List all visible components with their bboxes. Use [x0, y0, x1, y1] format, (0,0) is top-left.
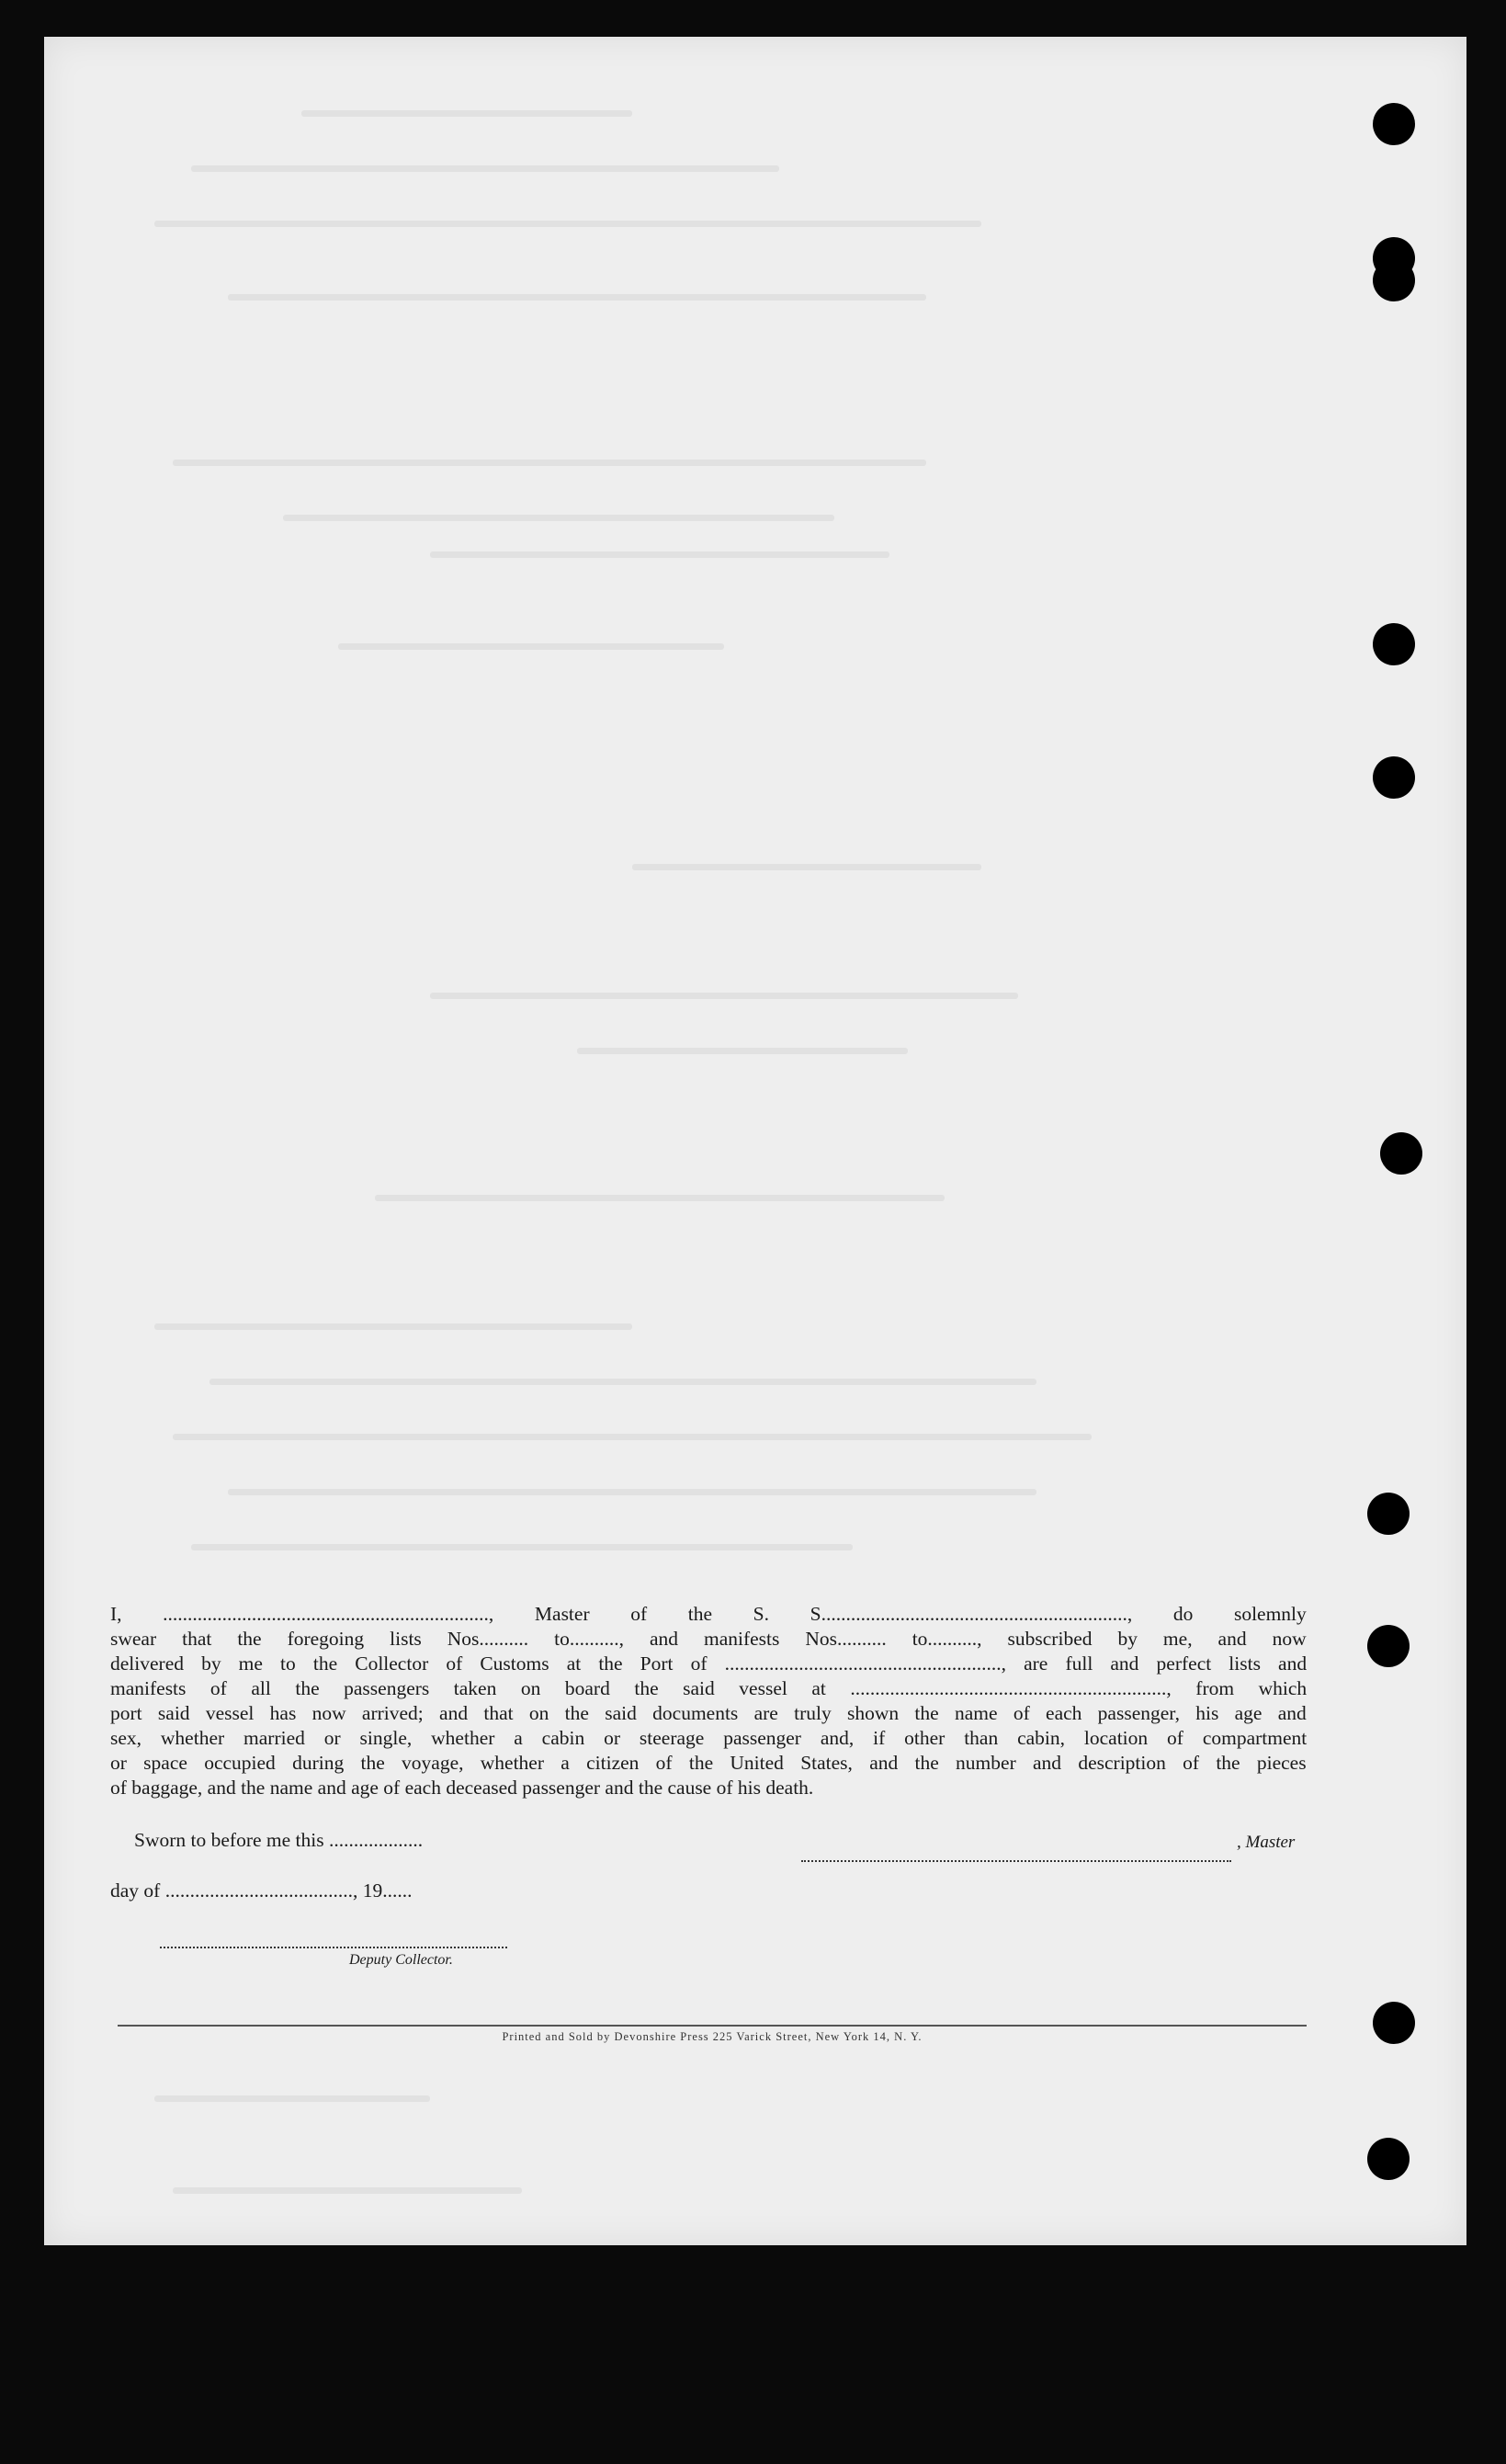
- footer-rule: [118, 2025, 1307, 2027]
- oath-line: delivered by me to the Collector of Customs at the Port of ........................................................, are full and perfect lists and: [110, 1652, 1308, 1675]
- punch-hole: [1367, 2138, 1410, 2180]
- punch-hole: [1373, 2002, 1415, 2044]
- oath-line: of baggage, and the name and age of each deceased passenger and the cause of his death.: [110, 1777, 814, 1799]
- punch-hole: [1367, 1493, 1410, 1535]
- deputy-signature-line: [160, 1947, 507, 1948]
- oath-line: port said vessel has now arrived; and that on the said documents are truly shown the name of each passenger, his age and: [110, 1702, 1307, 1724]
- document-page: [44, 37, 1466, 2245]
- sworn-line: Sworn to before me this ...................: [134, 1829, 424, 1851]
- oath-paragraph: [110, 1602, 1307, 1800]
- oath-line: sex, whether married or single, whether a cabin or steerage passenger and, if other than cabin, location of compartment: [110, 1727, 1308, 1749]
- master-label: , Master: [1237, 1833, 1296, 1852]
- oath-line: I, .................................................................., Master of the S. S.............................................................., do solemnly: [110, 1603, 1307, 1625]
- punch-hole: [1373, 259, 1415, 301]
- punch-hole: [1367, 1625, 1410, 1667]
- day-line: day of ......................................, 19......: [110, 1879, 413, 1902]
- punch-hole: [1373, 103, 1415, 145]
- printer-imprint: Printed and Sold by Devonshire Press 225 Varick Street, New York 14, N. Y.: [502, 2030, 923, 2043]
- master-signature-line: [801, 1845, 1231, 1862]
- oath-line: manifests of all the passengers taken on board the said vessel at ................................................................, from which: [110, 1677, 1308, 1699]
- deputy-collector-label: Deputy Collector.: [349, 1952, 453, 1968]
- punch-hole: [1373, 756, 1415, 799]
- oath-line: swear that the foregoing lists Nos.......... to.........., and manifests Nos.......... to.........., subscribed by me, and now: [110, 1628, 1307, 1650]
- punch-hole: [1380, 1132, 1422, 1175]
- oath-line: or space occupied during the voyage, whether a citizen of the United States, and the number and description of the pieces: [110, 1752, 1307, 1774]
- punch-hole: [1373, 623, 1415, 665]
